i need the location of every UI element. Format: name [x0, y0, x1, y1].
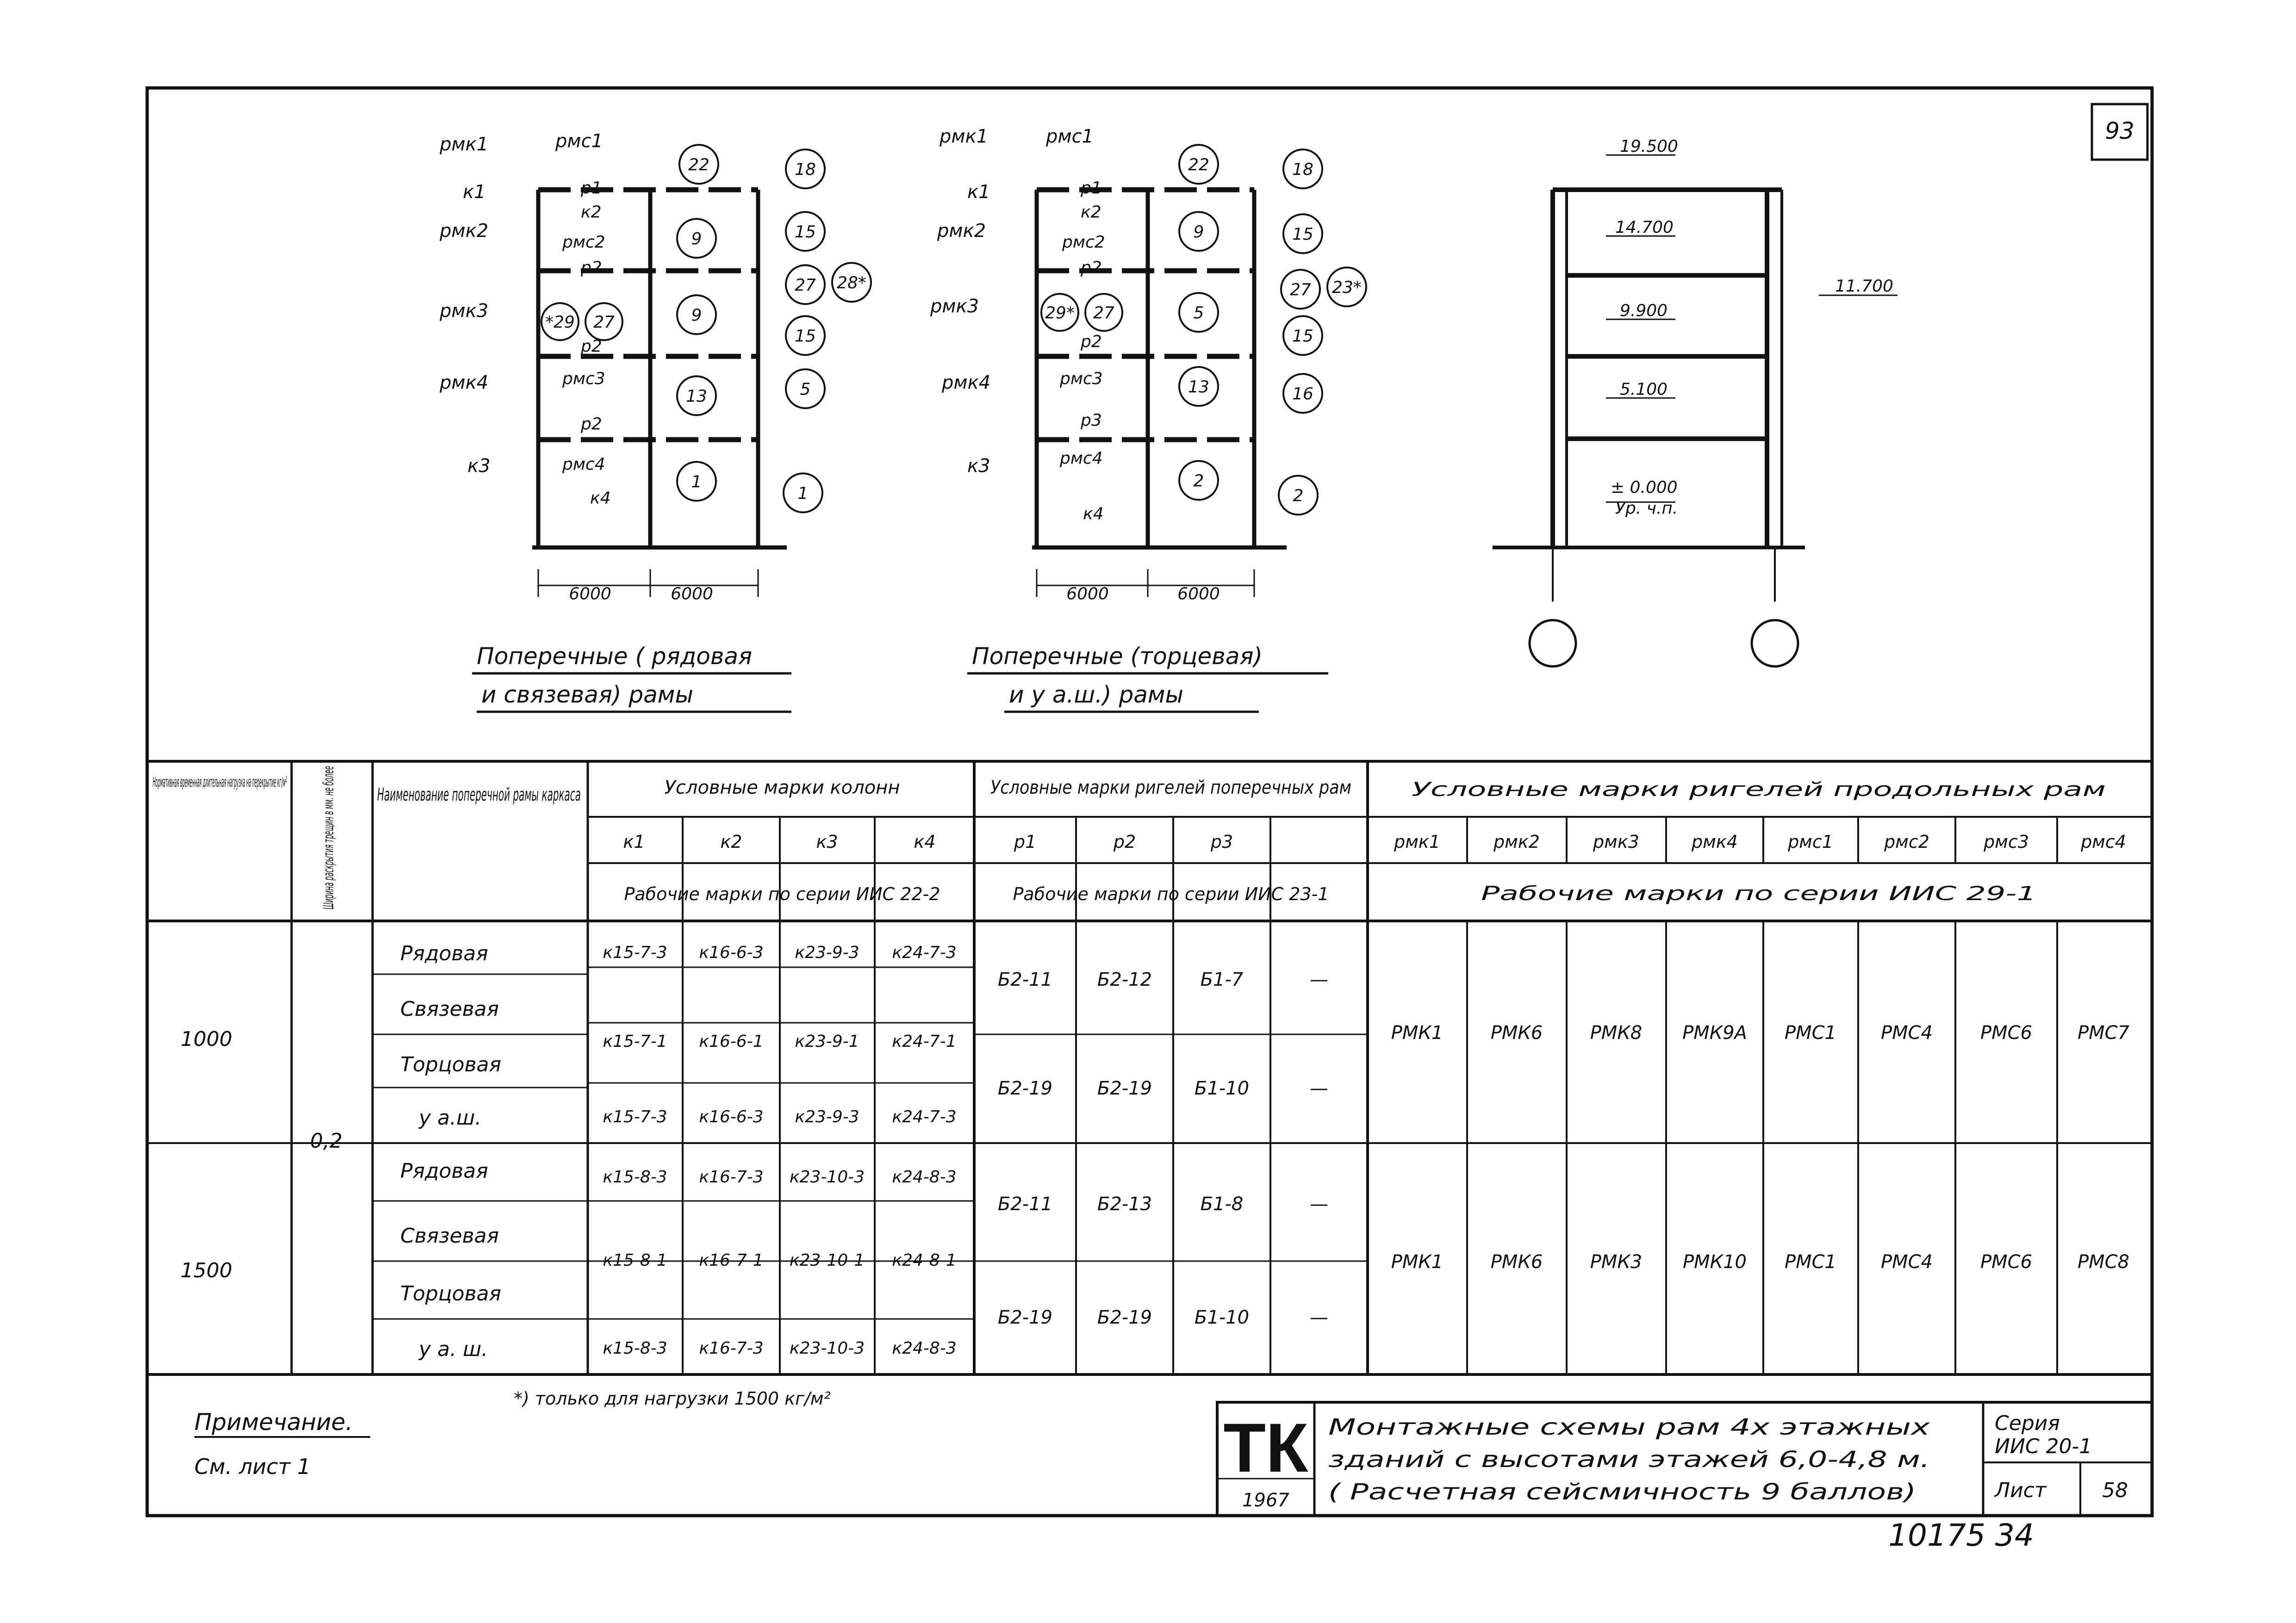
rigel-cell: — — [1310, 1307, 1328, 1328]
frame-caption: Поперечные (торцевая) — [972, 643, 1263, 670]
frame-diagram-right — [930, 126, 1366, 712]
column-cell: к23-9-3 — [795, 1107, 859, 1126]
node-number: 27 — [593, 313, 615, 332]
column-cell: к24-7-3 — [892, 943, 957, 962]
node-number: 15 — [1292, 327, 1313, 346]
column-cell: к15-8-1 — [603, 1251, 667, 1270]
column-cell: к15-8-3 — [603, 1168, 667, 1187]
member-label: рмс2 — [1062, 233, 1105, 252]
column-cell: к16-7-3 — [699, 1339, 764, 1358]
rigel-cell: — — [1310, 969, 1328, 990]
member-label: р2 — [581, 258, 602, 277]
rigel-cell: Б2-19 — [997, 1307, 1053, 1328]
node-number: 27 — [795, 276, 816, 295]
node-number: 2 — [1293, 486, 1304, 505]
node-number: 23* — [1332, 278, 1362, 297]
node-number: 9 — [1193, 223, 1204, 242]
column-cell: к24-8-3 — [892, 1339, 957, 1358]
member-label: к4 — [1083, 504, 1104, 523]
column-cell: к16-6-3 — [699, 943, 764, 962]
rigel-cell: Б1-8 — [1200, 1194, 1244, 1215]
rigel-cell: Б1-10 — [1194, 1078, 1250, 1099]
column-label: к3 — [967, 455, 990, 477]
frame-name: Торцовая — [400, 1282, 501, 1306]
node-number: 5 — [800, 380, 811, 399]
member-label: р2 — [1081, 258, 1102, 277]
rigel-cell: — — [1310, 1078, 1328, 1099]
node-number: 5 — [1193, 304, 1204, 323]
header-long-mark: рмс4 — [2081, 832, 2126, 852]
archive-number: 10175 34 — [1888, 1517, 2034, 1553]
series-value: ИИС 20-1 — [1995, 1435, 2092, 1458]
frame-caption: Поперечные ( рядовая — [477, 643, 753, 670]
header-rigel-series: Рабочие марки по серии ИИС 23-1 — [1013, 884, 1329, 904]
column-label: к1 — [463, 181, 486, 203]
column-cell: к23-9-1 — [795, 1032, 859, 1051]
dimension-value: 6000 — [569, 585, 611, 603]
dimension-value: 6000 — [1066, 585, 1109, 603]
load-value: 1000 — [180, 1027, 232, 1051]
elevation-mark: ± 0.000 — [1611, 478, 1678, 497]
stamp-year: 1967 — [1242, 1490, 1289, 1511]
node-number: 13 — [686, 387, 707, 406]
long-beam-cell: РМК3 — [1590, 1251, 1643, 1273]
header-rigel-group: Условные марки ригелей поперечных рам — [990, 777, 1351, 798]
long-beam-cell: РМК1 — [1391, 1022, 1444, 1044]
rigel-cell: Б2-19 — [1097, 1078, 1152, 1099]
note-title: Примечание. — [194, 1409, 353, 1436]
node-number: 18 — [1292, 160, 1313, 179]
column-cell: к23-9-3 — [795, 943, 859, 962]
pile-circle — [1530, 620, 1576, 666]
header-columns-series: Рабочие марки по серии ИИС 22-2 — [624, 884, 940, 904]
rigel-cell: — — [1310, 1194, 1328, 1215]
dimension-value: 6000 — [671, 585, 713, 603]
rigel-cell: Б2-12 — [1097, 969, 1152, 990]
sheet-value: 58 — [2102, 1479, 2128, 1502]
member-label: к2 — [1081, 203, 1101, 222]
column-cell: к24-7-1 — [892, 1032, 957, 1051]
node-number: 13 — [1188, 378, 1209, 397]
elevation-mark: 11.700 — [1835, 277, 1893, 296]
elevation-mark: 19.500 — [1620, 137, 1678, 156]
beam-label: рмк3 — [930, 296, 979, 317]
rigel-cell: Б2-13 — [1097, 1194, 1152, 1215]
rigel-cell: Б1-10 — [1194, 1307, 1250, 1328]
beam-label-top: рмс1 — [1046, 126, 1094, 147]
header-column-mark: к1 — [623, 832, 645, 852]
stamp-title: ( Расчетная сейсмичность 9 баллов) — [1328, 1479, 1916, 1505]
long-beam-cell: РМК9А — [1682, 1022, 1747, 1044]
long-beam-cell: РМК6 — [1490, 1022, 1543, 1044]
frame-caption: и связевая) рамы — [481, 681, 693, 708]
header-long-group: Условные марки ригелей продольных рам — [1412, 778, 2106, 801]
column-cell: к23-10-1 — [789, 1251, 865, 1270]
node-number: 1 — [797, 484, 809, 503]
node-number: 27 — [1290, 280, 1311, 299]
node-number: 15 — [795, 223, 816, 242]
header-long-series: Рабочие марки по серии ИИС 29-1 — [1481, 882, 2036, 905]
node-number: 16 — [1292, 385, 1313, 404]
beam-label: рмк4 — [942, 372, 991, 393]
node-number: 9 — [691, 306, 702, 325]
member-label: р1 — [581, 179, 602, 198]
elevation-mark: Ур. ч.п. — [1615, 499, 1678, 518]
header-rigel-mark: р2 — [1113, 832, 1136, 852]
header-long-mark: рмк2 — [1493, 832, 1540, 852]
frame-name: у а. ш. — [419, 1337, 488, 1361]
series-label: Серия — [1995, 1412, 2060, 1435]
beam-label: рмк4 — [440, 372, 489, 393]
header-long-mark: рмк4 — [1692, 832, 1738, 852]
node-number: 15 — [1292, 225, 1313, 244]
header-column-mark: к3 — [816, 832, 838, 852]
column-cell: к15-7-3 — [603, 943, 667, 962]
column-label: к3 — [467, 455, 491, 477]
elevation-mark: 9.900 — [1620, 301, 1668, 320]
member-label: рмс3 — [1060, 369, 1103, 388]
note-text: См. лист 1 — [194, 1454, 311, 1479]
section-diagram — [1493, 137, 1898, 666]
header-crack-width: Ширина раскрытия трещин в мм. не более — [321, 594, 337, 909]
header-frame-name: Наименование поперечной рамы каркаса — [377, 784, 581, 805]
member-label: р3 — [1081, 411, 1102, 430]
member-label: к4 — [590, 489, 611, 508]
long-beam-cell: РМС6 — [1980, 1022, 2033, 1044]
header-long-mark: рмс3 — [1984, 832, 2029, 852]
elevation-mark: 14.700 — [1615, 218, 1674, 237]
column-label: к1 — [967, 181, 990, 203]
header-columns-group: Условные марки колонн — [664, 777, 900, 798]
node-number: *29 — [545, 313, 575, 332]
load-value: 1500 — [180, 1259, 232, 1282]
frame-caption: и у а.ш.) рамы — [1009, 681, 1184, 708]
member-label: рмс3 — [562, 369, 605, 388]
rigel-cell: Б2-19 — [997, 1078, 1053, 1099]
node-number: 18 — [795, 160, 816, 179]
frame-name: у а.ш. — [419, 1106, 482, 1130]
column-cell: к15-7-1 — [603, 1032, 667, 1051]
member-label: рмс4 — [1060, 449, 1103, 468]
frame-name: Связевая — [400, 1224, 499, 1248]
rigel-cell: Б2-19 — [1097, 1307, 1152, 1328]
node-number: 29* — [1045, 304, 1075, 323]
frame-name: Связевая — [400, 997, 499, 1021]
header-long-mark: рмс1 — [1788, 832, 1833, 852]
long-beam-cell: РМС1 — [1784, 1022, 1837, 1044]
node-number: 1 — [691, 473, 702, 491]
header-rigel-mark: р3 — [1210, 832, 1233, 852]
stamp-title: Монтажные схемы рам 4х этажных — [1328, 1414, 1930, 1440]
dimension-value: 6000 — [1177, 585, 1220, 603]
stamp-logo: ТК — [1223, 1409, 1308, 1486]
member-label: рмс4 — [562, 455, 605, 474]
member-label: р2 — [1081, 332, 1102, 351]
column-cell: к16-7-1 — [699, 1251, 764, 1270]
member-label: к2 — [581, 203, 602, 222]
member-label: р1 — [1081, 179, 1102, 198]
beam-label: рмк3 — [440, 300, 489, 322]
long-beam-cell: РМС1 — [1784, 1251, 1837, 1273]
member-label: р2 — [581, 415, 602, 434]
header-column-mark: к4 — [914, 832, 936, 852]
rigel-cell: Б2-11 — [997, 969, 1053, 990]
node-number: 27 — [1093, 304, 1114, 323]
long-beam-cell: РМК10 — [1683, 1251, 1747, 1273]
sheet-number: 93 — [2105, 118, 2134, 144]
node-number: 22 — [1188, 155, 1209, 174]
beam-label: рмк2 — [440, 220, 489, 242]
beam-label: рмк1 — [940, 126, 989, 147]
frame-diagram-left — [439, 131, 871, 712]
header-long-mark: рмк1 — [1394, 832, 1440, 852]
long-beam-cell: РМК8 — [1590, 1022, 1643, 1044]
header-rigel-mark: р1 — [1014, 832, 1037, 852]
node-number: 9 — [691, 230, 702, 249]
beam-label: рмк1 — [440, 134, 489, 155]
beam-label: рмк2 — [937, 220, 986, 242]
header-long-mark: рмк3 — [1593, 832, 1639, 852]
pile-circle — [1752, 620, 1798, 666]
node-number: 22 — [688, 155, 709, 174]
column-cell: к23-10-3 — [789, 1339, 865, 1358]
header-load: Нормативная временная длительная нагрузка на перекрытие кг/м² — [153, 774, 287, 790]
title-block — [1217, 1402, 2152, 1516]
long-beam-cell: РМС4 — [1880, 1251, 1933, 1273]
frame-name: Рядовая — [400, 942, 488, 965]
node-number: 15 — [795, 327, 816, 346]
long-beam-cell: РМК6 — [1490, 1251, 1543, 1273]
long-beam-cell: РМС4 — [1880, 1022, 1933, 1044]
column-cell: к16-7-3 — [699, 1168, 764, 1187]
elevation-mark: 5.100 — [1620, 380, 1668, 399]
sheet-label: Лист — [1995, 1479, 2047, 1502]
rigel-cell: Б1-7 — [1200, 969, 1244, 990]
long-beam-cell: РМС7 — [2077, 1022, 2130, 1044]
long-beam-cell: РМС6 — [1980, 1251, 2033, 1273]
column-cell: к23-10-3 — [789, 1168, 865, 1187]
column-cell: к15-7-3 — [603, 1107, 667, 1126]
header-long-mark: рмс2 — [1884, 832, 1929, 852]
stamp-title: зданий с высотами этажей 6,0-4,8 м. — [1328, 1447, 1930, 1473]
column-cell: к24-7-3 — [892, 1107, 957, 1126]
footnote: *) только для нагрузки 1500 кг/м² — [514, 1388, 831, 1409]
rigel-cell: Б2-11 — [997, 1194, 1053, 1215]
node-number: 2 — [1193, 472, 1204, 491]
member-label: р2 — [581, 337, 602, 356]
frame-name: Рядовая — [400, 1159, 488, 1183]
column-cell: к24-8-1 — [892, 1251, 957, 1270]
column-cell: к24-8-3 — [892, 1168, 957, 1187]
member-label: рмс2 — [562, 233, 605, 252]
column-cell: к15-8-3 — [603, 1339, 667, 1358]
column-cell: к16-6-3 — [699, 1107, 764, 1126]
frame-name: Торцовая — [400, 1053, 501, 1076]
header-column-mark: к2 — [720, 832, 742, 852]
beam-label-top: рмс1 — [555, 131, 604, 152]
long-beam-cell: РМК1 — [1391, 1251, 1444, 1273]
long-beam-cell: РМС8 — [2077, 1251, 2130, 1273]
crack-value: 0,2 — [310, 1129, 342, 1153]
node-number: 28* — [837, 274, 866, 292]
column-cell: к16-6-1 — [699, 1032, 764, 1051]
